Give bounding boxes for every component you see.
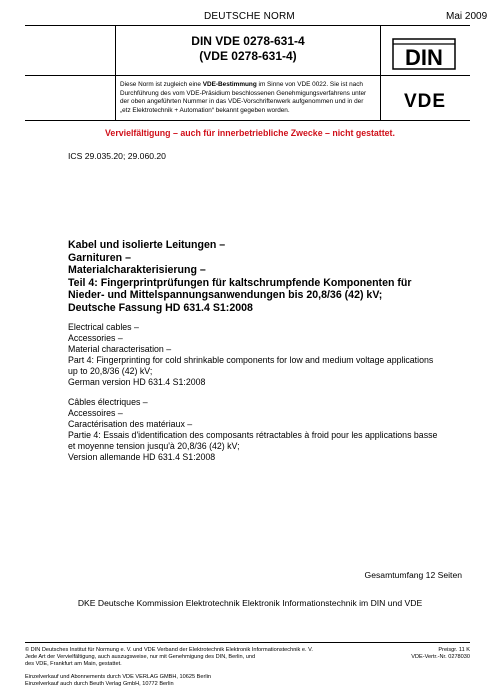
footer-line: © DIN Deutsches Institut für Normung e. V. und VDE Verband der Elektrotechnik Elektronik Informationstechnik e. V. bbox=[25, 647, 313, 653]
norm-number: DIN VDE 0278-631-4 bbox=[191, 34, 305, 48]
title-french bbox=[68, 397, 468, 463]
title-line: Câbles électriques – bbox=[68, 397, 148, 407]
notice-text: im Sinne von VDE 0022. Sie ist nach bbox=[256, 81, 363, 88]
footer-line: Einzelverkauf und Abonnements durch VDE VERLAG GMBH, 10625 Berlin bbox=[25, 674, 211, 680]
title-line: German version HD 631.4 S1:2008 bbox=[68, 377, 206, 387]
ics-codes: ICS 29.035.20; 29.060.20 bbox=[68, 151, 166, 161]
dke-committee: DKE Deutsche Kommission Elektrotechnik Elektronik Informationstechnik im DIN und VDE bbox=[77, 598, 423, 608]
frame-header-divider bbox=[25, 75, 470, 76]
title-line: Materialcharakterisierung – bbox=[68, 264, 206, 277]
publication-date: Mai 2009 bbox=[446, 11, 488, 22]
title-line: Teil 4: Fingerprintprüfungen für kaltschrumpfende Komponenten für bbox=[68, 276, 412, 289]
frame-right-col-line bbox=[380, 25, 381, 120]
vde-order-number: VDE-Vertr.-Nr. 0278030 bbox=[411, 653, 470, 660]
title-line: up to 20,8/36 (42) kV; bbox=[68, 366, 153, 376]
total-pages: Gesamtumfang 12 Seiten bbox=[364, 570, 462, 580]
footer-divider bbox=[25, 642, 470, 643]
title-line: et moyenne tension jusqu'à 20,8/36 (42) kV; bbox=[68, 441, 240, 451]
standard-type-label: DEUTSCHE NORM bbox=[204, 11, 295, 22]
title-line: Accessoires – bbox=[68, 408, 123, 418]
title-line: Garnituren – bbox=[68, 251, 131, 264]
din-logo-text: DIN bbox=[405, 45, 443, 70]
title-line: Part 4: Fingerprinting for cold shrinkable components for low and medium voltage applications bbox=[68, 355, 434, 365]
reproduction-warning: Vervielfältigung – auch für innerbetriebliche Zwecke – nicht gestattet. bbox=[105, 128, 395, 138]
notice-text: Diese Norm ist zugleich eine bbox=[120, 81, 203, 88]
frame-top-line bbox=[25, 25, 470, 26]
footer-line: Einzelverkauf auch durch Beuth Verlag GmbH, 10772 Berlin bbox=[25, 680, 174, 687]
notice-bold-text: VDE-Bestimmung bbox=[202, 81, 257, 88]
vde-logo bbox=[390, 90, 460, 110]
vde-logo-text: VDE bbox=[403, 91, 447, 110]
notice-line: „etz Elektrotechnik + Automation“ bekannt gegeben worden. bbox=[120, 106, 290, 114]
frame-left-col-line bbox=[115, 25, 116, 120]
vde-number: (VDE 0278-631-4) bbox=[199, 49, 297, 63]
title-line: Deutsche Fassung HD 631.4 S1:2008 bbox=[68, 301, 253, 314]
footer-copyright bbox=[25, 647, 313, 667]
title-english bbox=[68, 322, 468, 388]
title-german bbox=[68, 239, 468, 315]
footer-sales bbox=[25, 674, 211, 688]
vde-notice bbox=[120, 81, 376, 115]
title-line: Version allemande HD 631.4 S1:2008 bbox=[68, 452, 216, 462]
din-logo bbox=[392, 38, 456, 70]
notice-line: Durchführung des vom VDE-Präsidium beschlossenen Genehmigungsverfahrens unter bbox=[120, 89, 367, 97]
price-group: Preisgr. 11 K bbox=[438, 647, 470, 653]
title-line: Caractérisation des matériaux – bbox=[68, 419, 193, 429]
title-line: Material characterisation – bbox=[68, 344, 172, 354]
notice-line: der oben angeführten Nummer in das VDE-Vorschriftenwerk aufgenommen und in der bbox=[120, 98, 364, 106]
title-line: Partie 4: Essais d'identification des composants rétractables à froid pour les applications basse bbox=[68, 430, 438, 440]
title-line: Electrical cables – bbox=[68, 322, 139, 332]
footer-line: des VDE, Frankfurt am Main, gestattet. bbox=[25, 660, 122, 667]
title-line: Accessories – bbox=[68, 333, 123, 343]
frame-notice-divider bbox=[25, 120, 470, 121]
footer-line: Jede Art der Vervielfältigung, auch auszugsweise, nur mit Genehmigung des DIN, Berlin, und bbox=[25, 653, 256, 660]
title-line: Kabel und isolierte Leitungen – bbox=[68, 239, 226, 251]
title-line: Nieder- und Mittelspannungsanwendungen bis 20,8/36 (42) kV; bbox=[68, 289, 383, 302]
footer-order-info bbox=[409, 647, 470, 661]
